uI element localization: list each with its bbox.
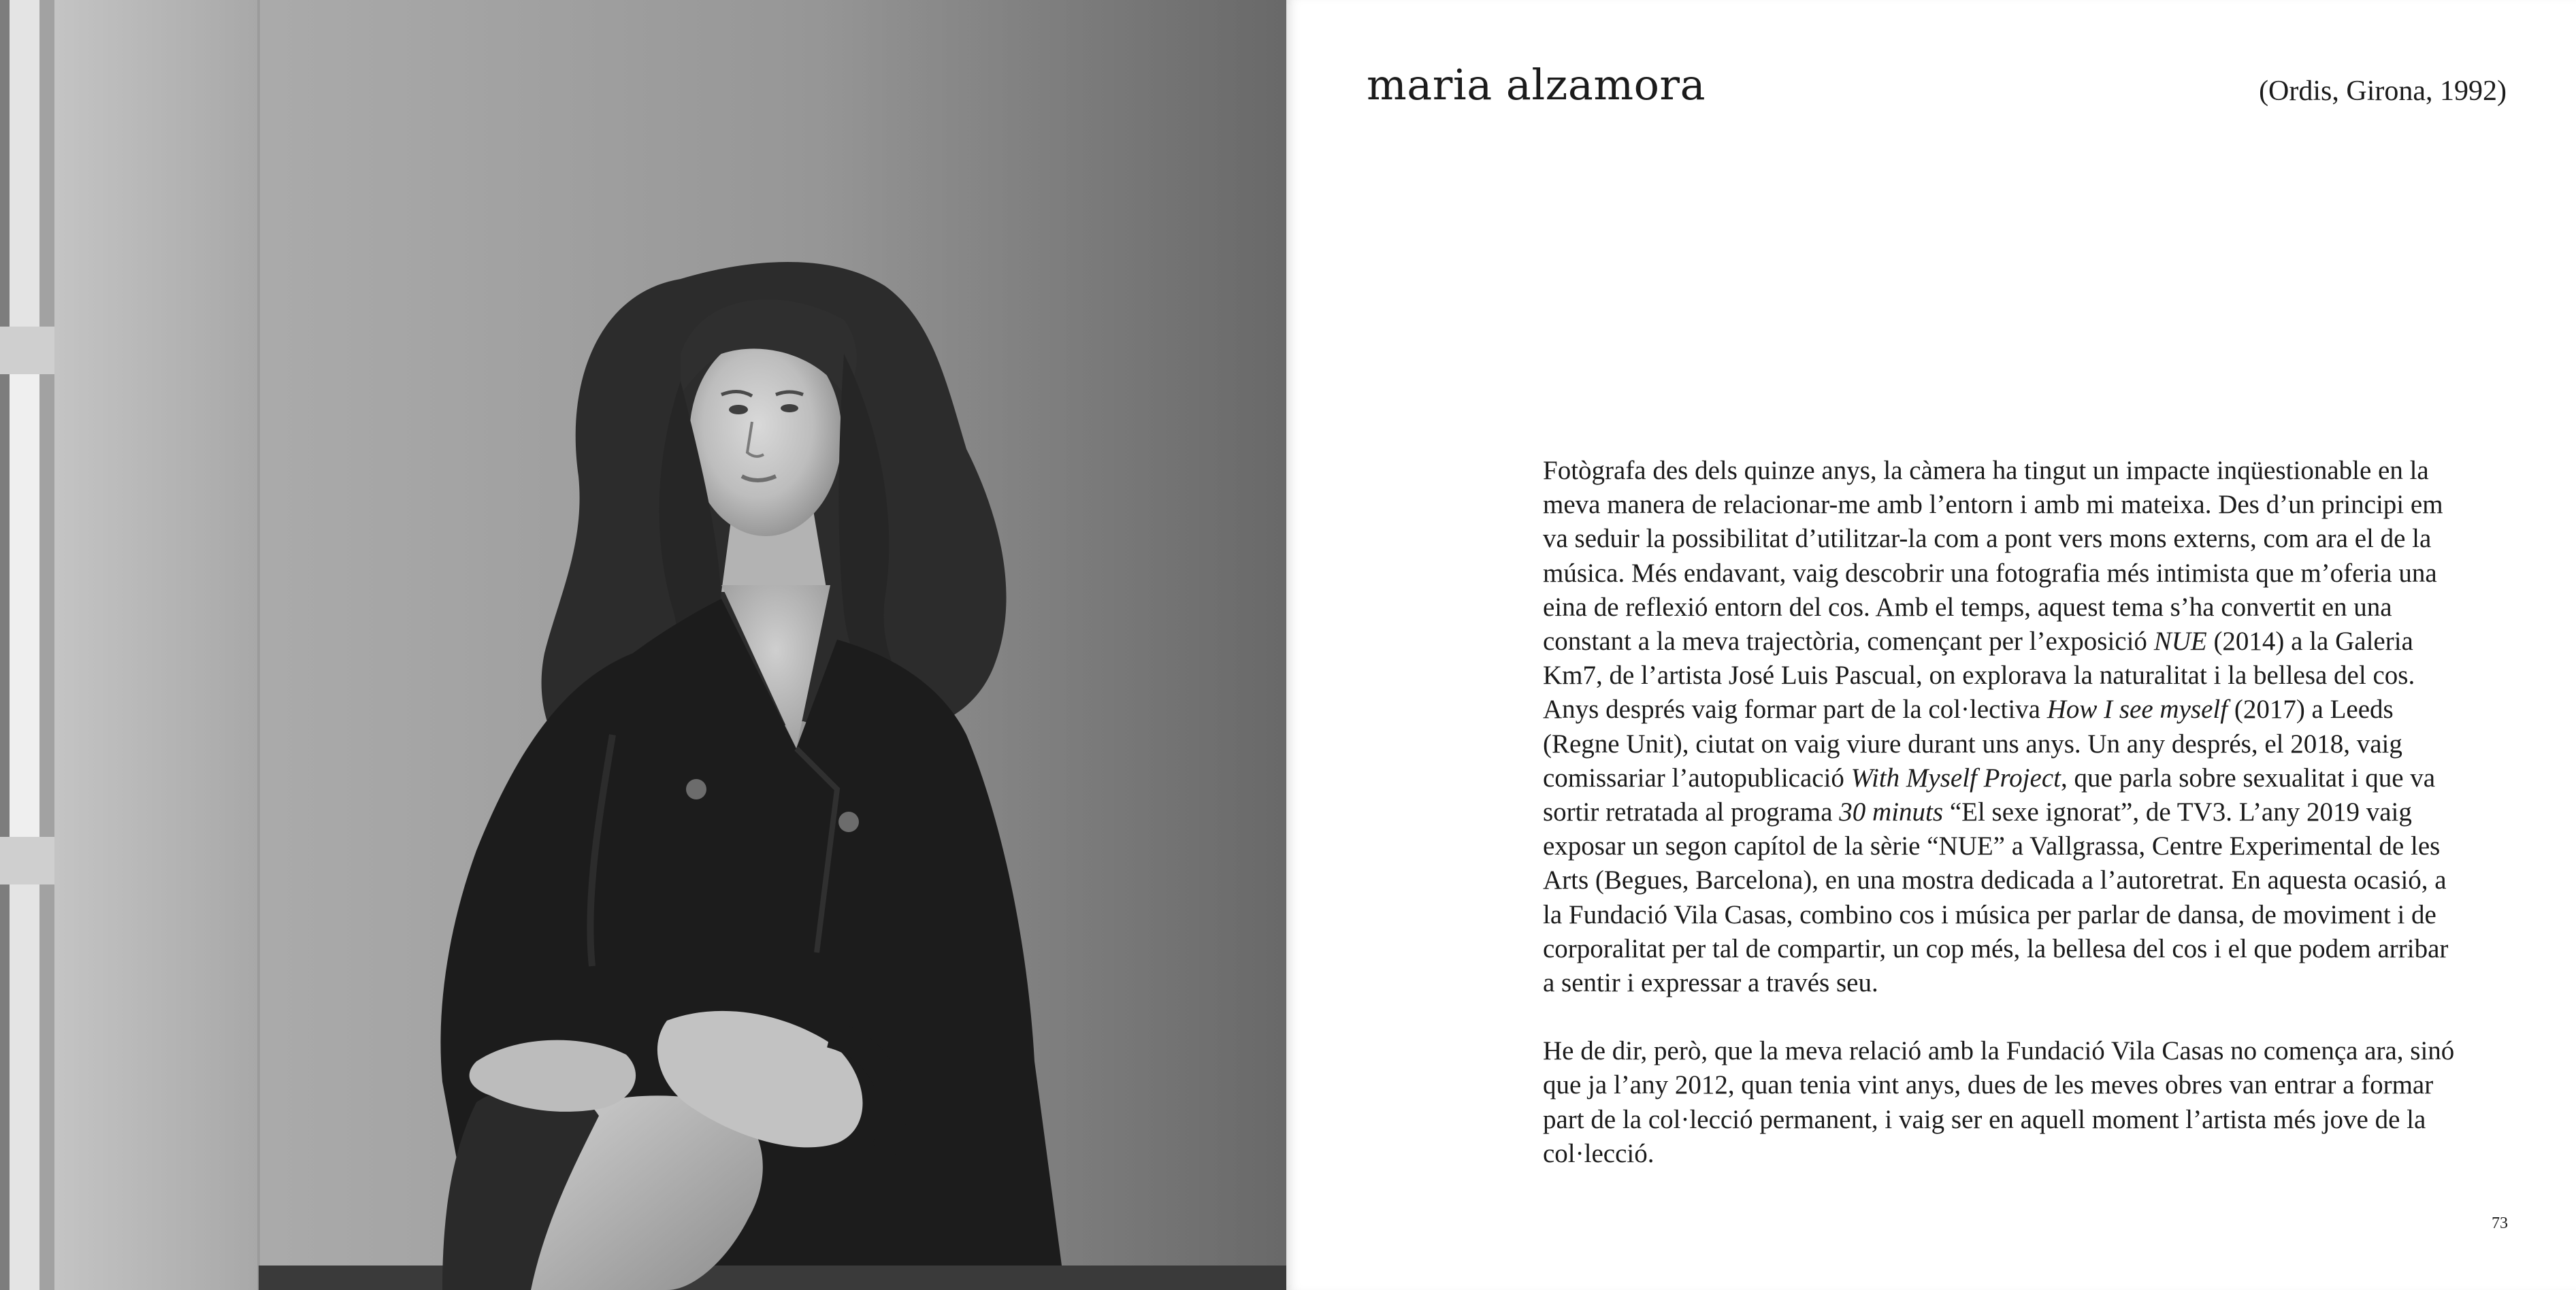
- text-page: [1286, 0, 2576, 1290]
- p1-text-6: , que parla sobre sexualitat i que va sortir retratada al programa: [1543, 763, 2436, 827]
- artist-biography: [1543, 454, 2462, 1171]
- p1-text-0: Fotògrafa des dels quinze anys, la càmera ha tingut un impacte inqüestionable en la meva manera de relacionar-me amb l’entorn i amb mi mateixa. Des d’un principi em va seduir la possibilitat d’utilitzar-la com a pont vers mons externs, com ara el de la música. Més endavant, vaig descobrir una fotografia més intimista que m’oferia una eina de reflexió entorn del cos. Amb el temps, aquest tema s’ha convertit en una constant a la meva trajectòria, començant per l’exposició: [1543, 456, 2443, 657]
- p1-italic-title-7: 30 minuts: [1839, 797, 1944, 827]
- artist-name: maria alzamora: [1367, 60, 1706, 110]
- portrait-photograph: [0, 0, 1286, 1290]
- bio-paragraph-1: [1543, 454, 2462, 1000]
- artist-origin: (Ordis, Girona, 1992): [2259, 76, 2507, 107]
- bio-paragraph-2: [1543, 1034, 2462, 1171]
- p1-italic-title-3: How I see myself: [2047, 695, 2228, 725]
- p1-text-2: (2014) a la Galeria Km7, de l’artista José Luis Pascual, on explorava la naturalitat i la bellesa del cos. Anys després vaig formar part de la col·lectiva: [1543, 627, 2415, 725]
- p1-text-8: “El sexe ignorat”, de TV3. L’any 2019 vaig exposar un segon capítol de la sèrie “NUE” a Vallgrassa, Centre Experimental de les Arts (Begues, Barcelona), en una mostra dedicada a l’autoretrat. En aquesta ocasió, a la Fundació Vila Casas, combino cos i música per parlar de dansa, de moviment i de corporalitat per tal de compartir, un cop més, la bellesa del cos i el que podem arribar a sentir i expressar a través seu.: [1543, 797, 2449, 998]
- portrait-illustration: [0, 0, 1286, 1290]
- p2-text-0: He de dir, però, que la meva relació amb la Fundació Vila Casas no comença ara, sinó que ja l’any 2012, quan tenia vint anys, dues de les meves obres van entrar a formar part de la col·lecció permanent, i vaig ser en aquell moment l’artista més jove de la col·lecció.: [1543, 1036, 2455, 1168]
- page-number: 73: [2492, 1214, 2508, 1232]
- p1-italic-title-5: With Myself Project: [1851, 763, 2061, 793]
- p1-text-4: (2017) a Leeds (Regne Unit), ciutat on vaig viure durant uns anys. Un any després, el 2018, vaig comissariar l’autopublicació: [1543, 695, 2402, 793]
- p1-italic-title-1: NUE: [2153, 627, 2207, 657]
